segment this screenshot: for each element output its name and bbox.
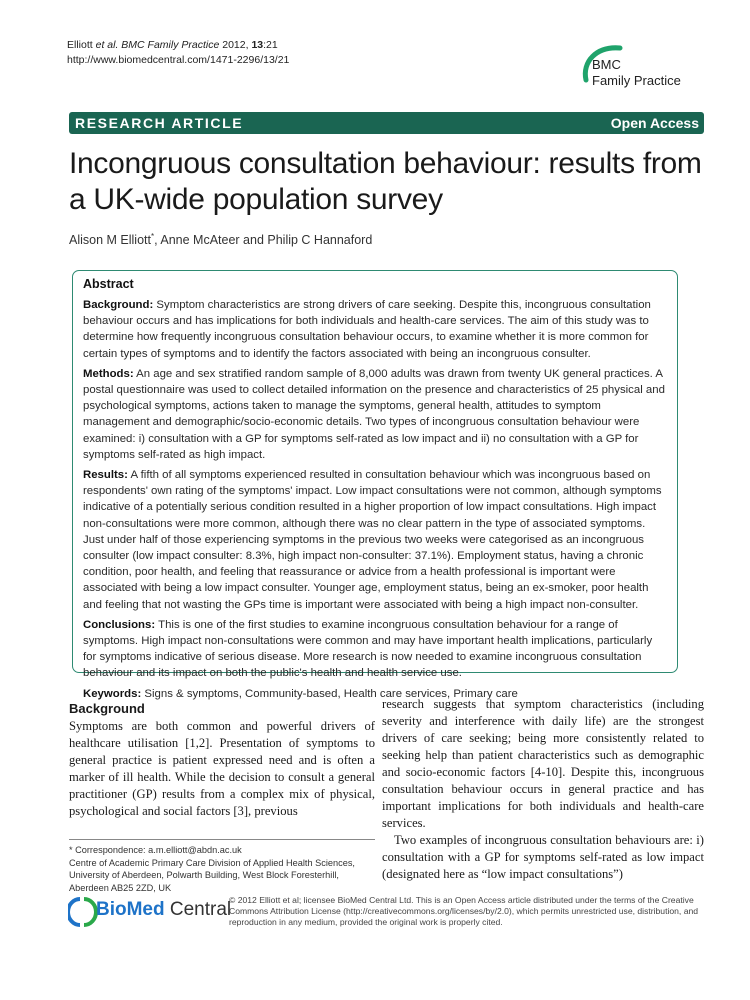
citation-volume: 13	[251, 39, 264, 51]
citation-author: Elliott	[67, 39, 93, 51]
body-column-right	[382, 696, 704, 883]
abstract-text: Symptom characteristics are strong drivers of care seeking. Despite this, incongruous consultation behaviour occurs and has implications for both individuals and health-care services. The aim of this study was to determine how frequently incongruous consultation behaviour occurs, to examine whether it is more common for certain types of symptoms and to identify the factors associated with being an incongruous consulter.	[83, 299, 651, 360]
abstract-text: This is one of the first studies to examine incongruous consultation behaviour for a range of symptoms. High impact non-consultations were common and may have important health implications, particularly for symptoms indicative of serious disease. More research is now needed to examine incongruous consultation behaviour and its impact on both the public's health and health service use.	[83, 618, 653, 680]
wordmark-biomed: BioMed	[96, 899, 165, 920]
abstract-label: Background:	[83, 299, 154, 311]
section-heading-background: Background	[69, 701, 145, 716]
journal-logo-text	[592, 57, 681, 89]
article-type-label: RESEARCH ARTICLE	[75, 115, 244, 131]
author-others: , Anne McAteer and Philip C Hannaford	[154, 233, 373, 248]
body-paragraph: Symptoms are both common and powerful drivers of healthcare utilisation [1,2]. Presentation of symptoms to general practice is patient expressed need and is often a marker of ill health. While the decision to consult a general practitioner (GP) results from a complex mix of physical, psychological and social factors [3], previous	[69, 719, 375, 818]
biomed-central-logo	[68, 895, 232, 929]
article-type-banner	[69, 112, 704, 134]
license-statement: © 2012 Elliott et al; licensee BioMed Central Ltd. This is an Open Access article distributed under the terms of the Creative Commons Attribution License (http://creativecommons.org/licenses/by/2.0), which permits unrestricted use, distribution, and reproduction in any medium, provided the original work is properly cited.	[229, 895, 699, 927]
journal-logo	[578, 40, 708, 90]
article-url[interactable]: http://www.biomedcentral.com/1471-2296/13/21	[67, 54, 290, 66]
body-paragraph: Two examples of incongruous consultation behaviours are: i) consultation with a GP for symptoms self-rated as low impact (designated here as “low impact consultations”)	[382, 833, 704, 881]
journal-logo-name: Family Practice	[592, 73, 681, 88]
correspondence-mark: *	[150, 232, 155, 241]
citation-year: 2012,	[222, 39, 249, 51]
article-title: Incongruous consultation behaviour: results from a UK-wide population survey	[69, 147, 702, 216]
citation-etal: et al.	[95, 39, 119, 51]
journal-logo-bmc: BMC	[592, 57, 621, 72]
wordmark-central: Central	[164, 899, 232, 920]
abstract-box	[72, 270, 678, 700]
abstract-label: Results:	[83, 469, 128, 482]
biomed-central-wordmark	[96, 899, 231, 921]
author-affiliation: Centre of Academic Primary Care Division of Applied Health Sciences, University of Aberdeen, Polwarth Building, West Block Foresterhill, Aberdeen AB25 2ZD, UK	[69, 857, 355, 893]
citation-line	[67, 38, 289, 53]
body-column-left	[69, 700, 375, 820]
author-corresponding[interactable]: Alison M Elliott	[69, 233, 151, 248]
citation-header	[67, 38, 289, 68]
biomed-ring-icon	[68, 895, 98, 929]
abstract-label: Conclusions:	[83, 618, 156, 631]
correspondence-email[interactable]: * Correspondence: a.m.elliott@abdn.ac.uk	[69, 845, 242, 855]
citation-journal: BMC Family Practice	[121, 39, 220, 51]
abstract-results	[83, 467, 667, 613]
abstract-text: An age and sex stratified random sample of 8,000 adults was drawn from twenty UK general practices. A postal questionnaire was used to collect detailed information on the presence and characteristics of 25 physical and psychological symptoms, actions taken to manage the symptoms, general health, attitudes to symptom management and demographic/socio-economic details. Two types of incongruous consultation behaviour were examined: i) consultation with a GP for symptoms self-rated as low impact and ii) no consultation with a GP for symptoms self-rated as high impact.	[83, 367, 665, 461]
body-paragraph: research suggests that symptom characteristics (including severity and interference with daily life) are the strongest drivers of care seeking; being more consistently related to seeking help than patient characteristics such as demographic and socio-economic factors [4-10]. Despite this, incongruous consultation behaviour occurs in general practice and has important implications for both individuals and health-care services.	[382, 697, 704, 830]
abstract-methods	[83, 366, 667, 463]
abstract-text: A fifth of all symptoms experienced resulted in consultation behaviour which was incongruous based on respondents' own rating of the symptoms' impact. Low impact consultations were not common, although symptoms indicative of a potentially serious condition resulted in a higher proportion of low impact consultations. High impact non-consultations were more common, although there was no clear pattern in the type of associated symptoms. Just under half of those experiencing symptoms in the previous two weeks were categorised as an incongruous consulter (low impact consulter: 8.3%, high impact non-consulter: 37.1%). Employment status, having a chronic condition, poor health, and feeling that reassurance or advice from a health professional is important were associated with being a low impact consulter. Younger age, employment status, being an ex-smoker, poor health and feeling that not wasting the GPs time is important were associated with being a high impact non-consulter.	[83, 469, 662, 611]
abstract-label: Methods:	[83, 367, 134, 380]
abstract-background	[83, 297, 667, 362]
abstract-conclusions	[83, 617, 667, 682]
abstract-text: Signs & symptoms, Community-based, Health care services, Primary care	[141, 687, 518, 700]
citation-article: :21	[263, 39, 278, 51]
correspondence-footnote	[69, 839, 375, 894]
abstract-label: Keywords:	[83, 687, 142, 700]
author-list	[69, 232, 372, 247]
abstract-heading: Abstract	[83, 277, 134, 291]
open-access-label: Open Access	[610, 115, 699, 131]
